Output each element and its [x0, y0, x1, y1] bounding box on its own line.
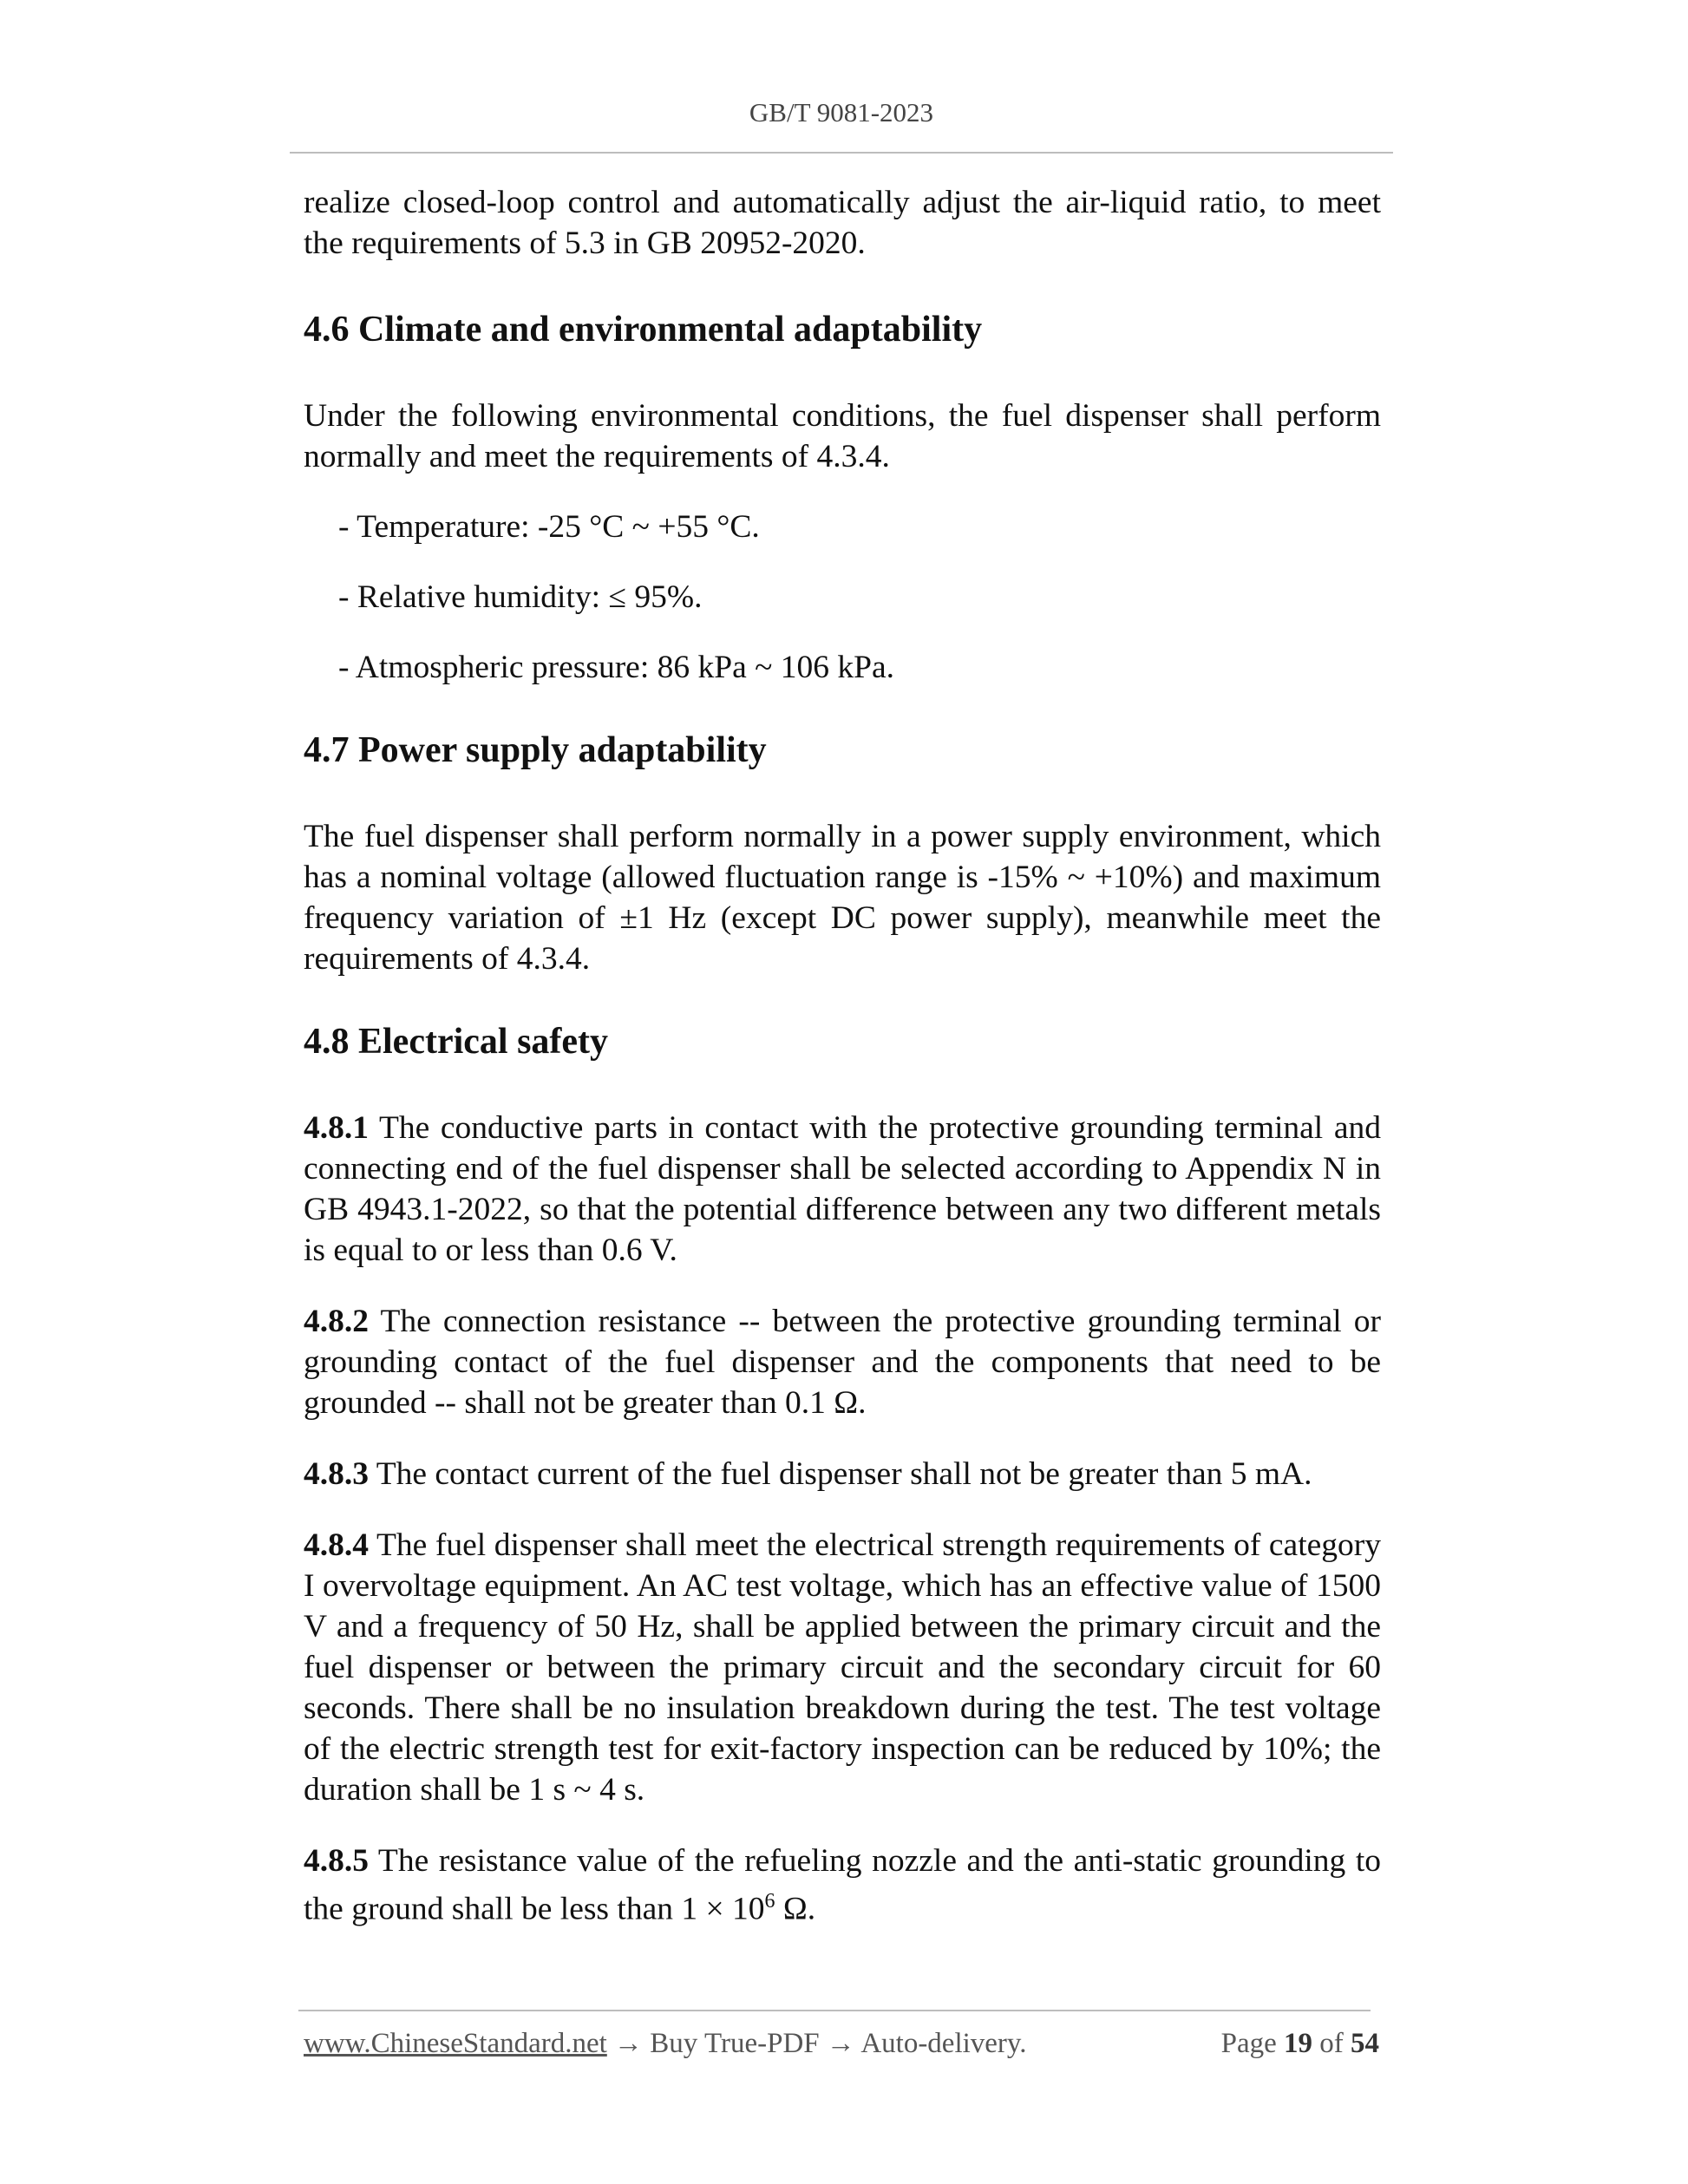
- section-4-6-paragraph: Under the following environmental conditions, the fuel dispenser shall perform normally and meet the requirements of 4.3.4.: [304, 398, 1381, 474]
- clause-4-8-4: [304, 1525, 1381, 1810]
- list-item-humidity: - Relative humidity: ≤ 95%.: [338, 579, 703, 615]
- clause-text: The fuel dispenser shall meet the electrical strength requirements of category I overvoltage equipment. An AC test voltage, which has an effective value of 1500 V and a frequency of 50 Hz, shall be applied between the primary circuit and the fuel dispenser or between the primary circuit and the secondary circuit for 60 seconds. There shall be no insulation breakdown during the test. The test voltage of the electric strength test for exit-factory inspection can be reduced by 10%; the duration shall be 1 s ~ 4 s.: [304, 1527, 1382, 1808]
- section-heading-4-6: 4.6 Climate and environmental adaptability: [304, 310, 983, 350]
- page-number: 19: [1284, 2028, 1312, 2059]
- clause-number: 4.8.2: [304, 1304, 369, 1339]
- clause-text-end: Ω.: [775, 1891, 816, 1927]
- header-divider: [290, 152, 1393, 154]
- buy-pdf-text: Buy True-PDF: [650, 2028, 820, 2059]
- clause-text: The contact current of the fuel dispenser shall not be greater than 5 mA.: [376, 1456, 1312, 1492]
- footer-divider: [298, 2010, 1371, 2011]
- list-item-temperature: - Temperature: -25 °C ~ +55 °C.: [338, 509, 760, 545]
- section-heading-4-8: 4.8 Electrical safety: [304, 1022, 609, 1062]
- arrow-right-icon: →: [826, 2028, 855, 2059]
- clause-4-8-3: [304, 1454, 1381, 1494]
- auto-delivery-text: Auto-delivery.: [860, 2028, 1027, 2059]
- page-header-title: GB/T 9081-2023: [749, 97, 934, 128]
- of-label: of: [1319, 2028, 1344, 2059]
- clause-4-8-2: [304, 1301, 1381, 1423]
- site-link[interactable]: www.ChineseStandard.net: [304, 2028, 607, 2059]
- clause-4-8-1: [304, 1108, 1381, 1271]
- exponent: 6: [764, 1890, 775, 1913]
- clause-number: 4.8.4: [304, 1527, 369, 1563]
- page-footer: [304, 2028, 1379, 2060]
- clause-text: The conductive parts in contact with the protective grounding terminal and connecting end of the fuel dispenser shall be selected according to Appendix N in GB 4943.1-2022, so that the potential difference between any two different metals is equal to or less than 0.6 V.: [304, 1110, 1381, 1268]
- clause-number: 4.8.3: [304, 1456, 369, 1492]
- page-indicator: [1221, 2028, 1379, 2060]
- clause-text: The resistance value of the refueling nozzle and the anti-static grounding to the ground shall be less than 1 × 10: [304, 1843, 1381, 1927]
- clause-number: 4.8.5: [304, 1843, 369, 1879]
- page-label: Page: [1220, 2028, 1277, 2059]
- intro-paragraph: realize closed-loop control and automatically adjust the air-liquid ratio, to meet the requirements of 5.3 in GB 20952-2020.: [304, 185, 1381, 261]
- document-body: [304, 182, 1381, 1930]
- list-item-pressure: - Atmospheric pressure: 86 kPa ~ 106 kPa.: [338, 650, 895, 685]
- section-heading-4-7: 4.7 Power supply adaptability: [304, 730, 767, 770]
- clause-number: 4.8.1: [304, 1110, 369, 1146]
- clause-text: The connection resistance -- between the protective grounding terminal or grounding contact of the fuel dispenser and the components that need to be grounded -- shall not be greater than 0.1 Ω.: [304, 1304, 1382, 1421]
- section-4-7-paragraph: The fuel dispenser shall perform normally in a power supply environment, which has a nominal voltage (allowed fluctuation range is -15% ~ +10%) and maximum frequency variation of ±1 Hz (except DC power supply), meanwhile meet the requirements of 4.3.4.: [304, 819, 1381, 977]
- clause-4-8-5: [304, 1841, 1381, 1930]
- page-total: 54: [1351, 2028, 1379, 2059]
- arrow-right-icon: →: [614, 2028, 644, 2059]
